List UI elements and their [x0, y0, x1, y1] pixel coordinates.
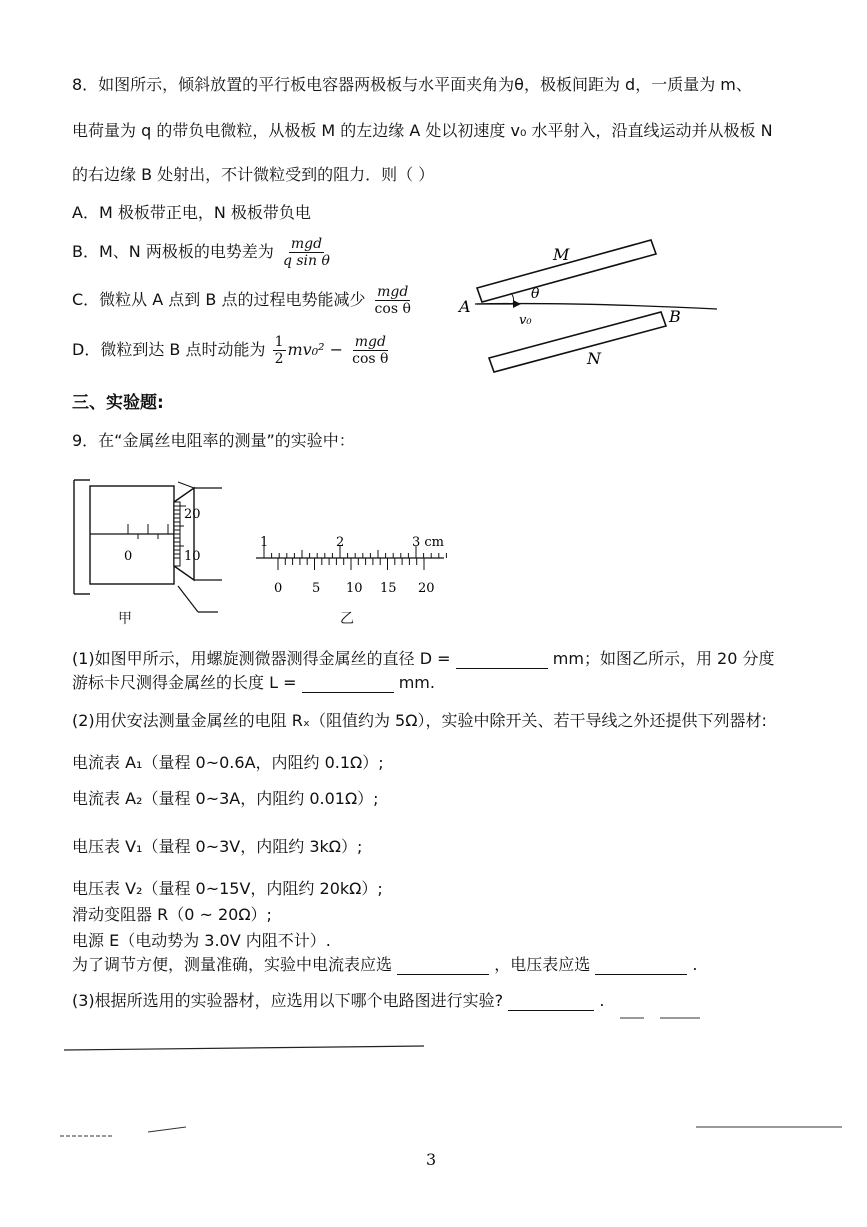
caliper-bottom-label-20: 20	[418, 581, 435, 596]
part3-text: (3)根据所选用的实验器材，应选用以下哪个电路图进行实验?	[72, 991, 504, 1010]
fraction-denominator: cos θ	[352, 351, 389, 367]
fraction-denominator: q sin θ	[282, 253, 330, 269]
q8-line-1: 8．如图所示，倾斜放置的平行板电容器两极板与水平面夹角为θ，极板间距为 d，一质量为 m、	[72, 75, 752, 94]
caliper-bottom-label-10: 10	[346, 581, 363, 596]
equipment-voltmeter-v1: 电压表 V₁（量程 0~3V，内阻约 3kΩ）;	[72, 837, 363, 856]
micrometer-label-10: 10	[184, 549, 201, 564]
part1-text-a: (1)如图甲所示，用螺旋测微器测得金属丝的直径 D =	[72, 649, 451, 668]
minus-sign: −	[329, 340, 344, 359]
equipment-ammeter-a2: 电流表 A₂（量程 0~3A，内阻约 0.01Ω）;	[72, 789, 379, 808]
equipment-rheostat: 滑动变阻器 R（0 ~ 20Ω）;	[72, 905, 272, 924]
label-m: M	[553, 245, 570, 264]
q8-option-a: A．M 极板带正电，N 极板带负电	[72, 203, 311, 222]
q9-part2: (2)用伏安法测量金属丝的电阻 Rₓ（阻值约为 5Ω），实验中除开关、若干导线之外还提供下列器材:	[72, 711, 767, 730]
figure-caption-yi: 乙	[340, 611, 354, 627]
q9-title: 9．在“金属丝电阻率的测量”的实验中：	[72, 431, 355, 450]
option-d-text: D．微粒到达 B 点时动能为	[72, 340, 266, 359]
caliper-top-label-2: 2	[336, 535, 345, 550]
part1-text-b: mm；如图乙所示，用 20 分度	[552, 649, 775, 668]
equipment-power-source: 电源 E（电动势为 3.0V 内阻不计）.	[72, 931, 331, 950]
micrometer-label-0: 0	[124, 549, 133, 564]
micrometer-label-20: 20	[184, 507, 201, 522]
choose-end: .	[692, 955, 698, 974]
label-n: N	[587, 349, 601, 368]
label-b: B	[669, 307, 681, 326]
label-v0: v₀	[519, 313, 532, 328]
part1-text-c: 游标卡尺测得金属丝的长度 L =	[72, 673, 297, 692]
section-title: 三、实验题:	[72, 393, 164, 413]
caliper-bottom-label-5: 5	[312, 581, 321, 596]
fraction-denominator: 2	[274, 351, 284, 367]
kinetic-term: mv₀²	[287, 340, 325, 359]
fraction-numerator: 1	[274, 334, 284, 350]
label-theta: θ	[531, 286, 540, 302]
choose-text-b: ，电压表应选	[494, 955, 591, 974]
caliper-bottom-label-15: 15	[380, 581, 397, 596]
caliper-top-label-1: 1	[260, 535, 269, 550]
q8-line-2: 电荷量为 q 的带负电微粒，从极板 M 的左边缘 A 处以初速度 v₀ 水平射入，沿直线运动并从极板 N	[72, 121, 773, 140]
caliper-bottom-label-0: 0	[274, 581, 283, 596]
label-a: A	[459, 297, 471, 316]
page-number: 3	[426, 1150, 437, 1169]
equipment-voltmeter-v2: 电压表 V₂（量程 0~15V，内阻约 20kΩ）;	[72, 879, 383, 898]
figure-caption-jia: 甲	[118, 611, 132, 627]
option-b-text: B．M、N 两极板的电势差为	[72, 242, 274, 261]
choose-text-a: 为了调节方便，测量准确，实验中电流表应选	[72, 955, 393, 974]
caliper-top-label-3: 3 cm	[412, 535, 445, 550]
fraction-numerator: mgd	[290, 236, 323, 252]
q8-line-3: 的右边缘 B 处射出，不计微粒受到的阻力．则（ ）	[72, 165, 435, 184]
part1-text-d: mm.	[398, 673, 435, 692]
equipment-ammeter-a1: 电流表 A₁（量程 0~0.6A，内阻约 0.1Ω）;	[72, 753, 384, 772]
fraction-numerator: mgd	[354, 334, 386, 350]
fraction-numerator: mgd	[377, 284, 409, 300]
fraction-denominator: cos θ	[374, 301, 411, 317]
part3-end: .	[599, 991, 605, 1010]
option-c-text: C．微粒从 A 点到 B 点的过程电势能减少	[72, 290, 366, 309]
